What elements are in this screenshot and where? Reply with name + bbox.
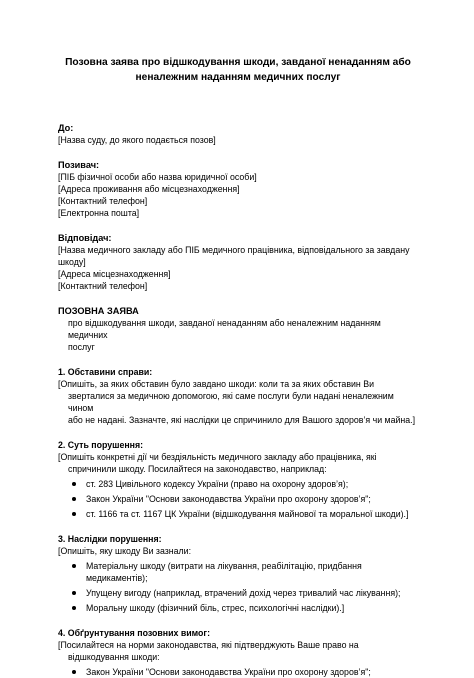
plaintiff-email-line: [Електронна пошта] — [58, 208, 140, 218]
section-4 — [58, 627, 418, 678]
section-title: 4. Обґрунтування позовних вимог: — [58, 628, 210, 638]
bullet-dot-icon — [72, 564, 76, 568]
section-line: [Опишіть, яку шкоду Ви зазнали: — [58, 546, 192, 556]
bullet-item: ст. 283 Цивільного кодексу України (право на охорону здоров’я); — [86, 478, 418, 490]
defendant-label: Відповідач: — [58, 233, 112, 243]
plaintiff-phone-line: [Контактний телефон] — [58, 196, 148, 206]
title-line-1: Позовна заява про відшкодування шкоди, завданої ненаданням або — [65, 57, 411, 68]
section-title: 1. Обставини справи: — [58, 367, 153, 377]
sections-container — [58, 366, 418, 678]
section-line: спричинили шкоду. Посилайтеся на законодавство, наприклад: — [68, 464, 327, 474]
defendant-name-line: [Назва медичного закладу або ПІБ медичного працівника, відповідального за завдану — [58, 245, 410, 255]
section-line: [Посилайтеся на норми законодавства, які підтверджують Ваше право на — [58, 640, 359, 650]
to-block — [58, 122, 418, 146]
bullet-item: Закон України "Основи законодавства України про охорону здоров’я"; — [86, 493, 418, 505]
section-line: [Опишіть конкретні дії чи бездіяльність медичного закладу або працівника, які — [58, 452, 377, 462]
bullet-dot-icon — [72, 606, 76, 610]
plaintiff-address-line: [Адреса проживання або місцезнаходження] — [58, 184, 240, 194]
claim-subtitle-line-2: послуг — [68, 342, 95, 352]
section-title: 2. Суть порушення: — [58, 440, 144, 450]
bullet-dot-icon — [72, 591, 76, 595]
to-label: До: — [58, 123, 74, 133]
bullet-item: Моральну шкоду (фізичний біль, стрес, психологічні наслідки).] — [86, 602, 418, 614]
section-line: [Опишіть, за яких обставин було завдано шкоди: коли та за яких обставин Ви — [58, 379, 375, 389]
plaintiff-block — [58, 159, 418, 219]
section-line: зверталися за медичною допомогою, які саме послуги були надані неналежним чином — [68, 391, 394, 413]
section-title: 3. Наслідки порушення: — [58, 534, 162, 544]
plaintiff-label: Позивач: — [58, 160, 100, 170]
bullet-item: ст. 1166 та ст. 1167 ЦК України (відшкодування майнової та моральної шкоди).] — [86, 508, 418, 520]
section-line: відшкодування шкоди: — [68, 652, 160, 662]
section-1 — [58, 366, 418, 426]
claim-subtitle-line-1: про відшкодування шкоди, завданої ненаданням або неналежним наданням медичних — [68, 318, 381, 340]
defendant-address-line: [Адреса місцезнаходження] — [58, 269, 171, 279]
bullet-item: Упущену вигоду (наприклад, втрачений дохід через тривалий час лікування); — [86, 587, 418, 599]
plaintiff-name-line: [ПІБ фізичної особи або назва юридичної особи] — [58, 172, 257, 182]
bullet-dot-icon — [72, 497, 76, 501]
bullet-list — [58, 666, 418, 678]
section-2 — [58, 439, 418, 520]
claim-block — [58, 305, 418, 353]
section-3 — [58, 533, 418, 614]
document-title — [58, 55, 418, 85]
title-line-2: неналежним наданням медичних послуг — [135, 72, 341, 83]
claim-heading: ПОЗОВНА ЗАЯВА — [58, 306, 139, 316]
bullet-dot-icon — [72, 512, 76, 516]
defendant-name-line-cont: шкоду] — [58, 257, 86, 267]
bullet-item: Закон України "Основи законодавства України про охорону здоров’я"; — [86, 666, 418, 678]
to-court-line: [Назва суду, до якого подається позов] — [58, 135, 216, 145]
bullet-item: Матеріальну шкоду (витрати на лікування, реабілітацію, придбання медикаментів); — [86, 560, 418, 584]
bullet-list — [58, 478, 418, 520]
bullet-dot-icon — [72, 482, 76, 486]
bullet-list — [58, 560, 418, 614]
defendant-block — [58, 232, 418, 292]
defendant-phone-line: [Контактний телефон] — [58, 281, 148, 291]
bullet-dot-icon — [72, 670, 76, 674]
section-line: або не надані. Зазначте, які наслідки це спричинило для Вашого здоров’я чи майна.] — [68, 415, 416, 425]
